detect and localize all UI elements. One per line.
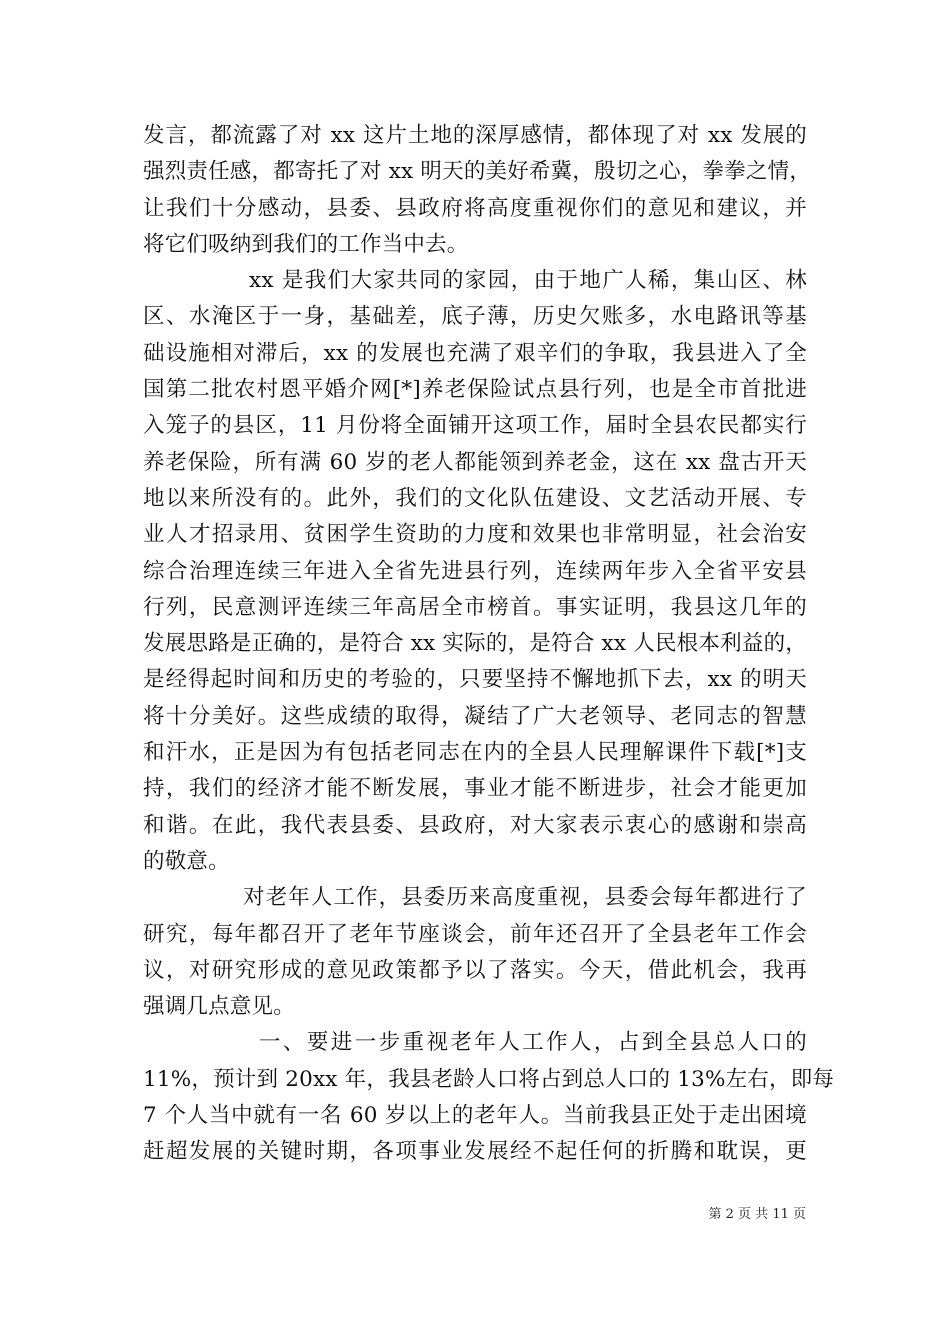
text-line: xx 是我们大家共同的家园，由于地广人稀，集山区、林 [249, 268, 807, 294]
text-line: 持，我们的经济才能不断发展，事业才能不断进步，社会才能更加 [143, 776, 807, 802]
text-line: 地以来所没有的。此外，我们的文化队伍建设、文艺活动开展、专 [143, 485, 807, 511]
text-line: 7 个人当中就有一名 60 岁以上的老年人。当前我县正处于走出困境 [143, 1103, 807, 1129]
text-line: 将它们吸纳到我们的工作当中去。 [143, 231, 469, 257]
text-line: 发展思路是正确的，是符合 xx 实际的，是符合 xx 人民根本利益的， [143, 631, 807, 657]
text-line: 发言，都流露了对 xx 这片土地的深厚感情，都体现了对 xx 发展的 [143, 123, 807, 148]
text-line: 行列，民意测评连续三年高居全市榜首。事实证明，我县这几年的 [143, 594, 807, 620]
text-line: 强调几点意见。 [143, 994, 295, 1020]
text-line: 国第二批农村恩平婚介网[*]养老保险试点县行列，也是全市首批进 [143, 377, 807, 403]
text-line: 对老年人工作，县委历来高度重视，县委会每年都进行了 [243, 885, 807, 911]
text-line: 入笼子的县区，11 月份将全面铺开这项工作，届时全县农民都实行 [143, 413, 807, 439]
text-line: 业人才招录用、贫困学生资助的力度和效果也非常明显，社会治安 [143, 522, 807, 548]
text-line: 议，对研究形成的意见政策都予以了落实。今天，借此机会，我再 [143, 957, 807, 983]
text-line: 强烈责任感，都寄托了对 xx 明天的美好希冀，殷切之心，拳拳之情， [143, 159, 812, 185]
text-line: 赶超发展的关键时期，各项事业发展经不起任何的折腾和耽误，更 [143, 1139, 807, 1165]
text-line: 研究，每年都召开了老年节座谈会，前年还召开了全县老年工作会 [143, 921, 807, 947]
body-text [143, 118, 835, 1171]
text-line: 的敬意。 [143, 848, 230, 874]
text-line: 让我们十分感动，县委、县政府将高度重视你们的意见和建议，并 [143, 195, 807, 221]
text-line: 区、水淹区于一身，基础差，底子薄，历史欠账多，水电路讯等基 [143, 304, 807, 330]
text-line: 11%，预计到 20xx 年，我县老龄人口将占到总人口的 13%左右，即每 [143, 1066, 835, 1092]
text-line: 将十分美好。这些成绩的取得，凝结了广大老领导、老同志的智慧 [143, 703, 807, 729]
page-number: 第 2 页 共 11 页 [708, 1207, 806, 1222]
text-line: 养老保险，所有满 60 岁的老人都能领到养老金，这在 xx 盘古开天 [143, 449, 807, 475]
text-line: 和谐。在此，我代表县委、县政府，对大家表示衷心的感谢和崇高 [143, 812, 807, 838]
text-line: 础设施相对滞后，xx 的发展也充满了艰辛们的争取，我县进入了全 [143, 340, 807, 366]
text-line: 是经得起时间和历史的考验的，只要坚持不懈地抓下去，xx 的明天 [143, 667, 807, 693]
text-line: 和汗水，正是因为有包括老同志在内的全县人民理解课件下载[*]支 [143, 740, 807, 766]
text-line: 综合治理连续三年进入全省先进县行列，连续两年步入全省平安县 [143, 558, 807, 584]
text-line: 一、要进一步重视老年人工作人，占到全县总人口的 [259, 1030, 807, 1056]
